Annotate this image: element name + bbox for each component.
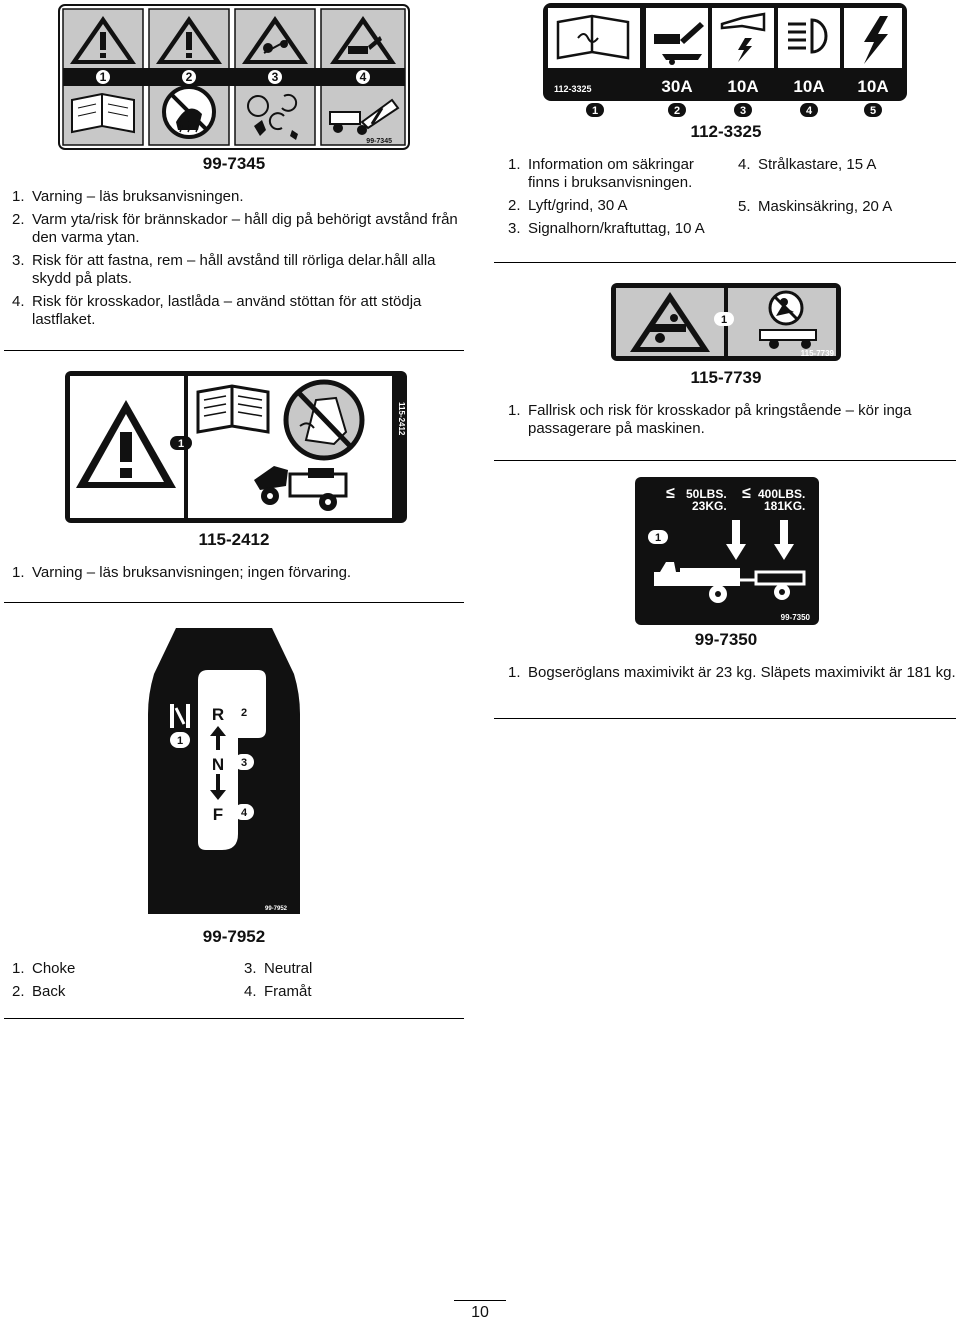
decal-99-7345 [58,4,410,150]
list-item: 3. Neutral [244,960,313,977]
list-item: 1. Bogseröglans maximivikt är 23 kg. Släpets maximivikt är 181 kg. [508,664,956,681]
callout-2: 2 [673,105,681,117]
limit-label: 23KG. [692,499,727,513]
decal-title: 99-7952 [202,927,266,946]
callout-1: 1 [99,70,107,84]
divider [494,460,956,461]
list-item: 1. Choke [12,960,76,977]
item-list [500,402,956,443]
list-item: 1. Varning – läs bruksanvisningen; ingen förvaring. [12,564,352,581]
no-storage-icon [286,382,362,458]
divider [4,602,464,603]
page-number: 10 [471,1304,489,1321]
limit-label: 400LBS. [758,487,806,501]
callout-3: 3 [739,105,747,117]
decal-code: 99-7952 [264,906,288,912]
callout-1: 1 [720,314,728,326]
item-list [500,664,956,687]
callout-5: 5 [869,105,877,117]
divider [4,350,464,351]
callout-4: 4 [805,105,813,117]
manual-book-icon [72,94,134,132]
decal-99-7350 [634,476,820,626]
decal-title: 99-7345 [202,154,266,173]
list-item: 5. Maskinsäkring, 20 A [738,198,893,215]
divider [494,718,956,719]
gear-label-forward: F [212,805,224,824]
decal-title: 99-7350 [694,630,758,649]
list-item: 3. Risk för att fastna, rem – håll avstånd till rörliga delar.håll alla skydd på plats. [12,252,436,287]
decal-code: 112-3325 [554,84,592,94]
list-item: 1. Information om säkringar finns i bruksanvisningen. [508,156,694,191]
item-list [236,960,460,1006]
hot-surface-prohibited-icon [164,87,214,137]
list-item: 3. Signalhorn/kraftuttag, 10 A [508,220,705,237]
less-equal-icon: ≤ [742,485,751,502]
callout-4: 4 [240,807,248,819]
callout-2: 2 [240,707,248,719]
item-list [4,960,228,1006]
list-item: 4. Strålkastare, 15 A [738,156,877,173]
fuse-rating: 10A [857,77,889,96]
limit-label: 181KG. [764,499,806,513]
decal-99-7952 [146,624,302,918]
decal-115-2412 [64,370,408,524]
list-item: 2. Back [12,983,66,1000]
decal-112-3325 [542,2,908,124]
gear-label-neutral: N [211,755,225,774]
callout-3: 3 [240,757,248,769]
decal-title: 115-2412 [198,530,270,549]
list-item: 4. Framåt [244,983,312,1000]
callout-4: 4 [359,70,367,84]
list-item: 1. Fallrisk och risk för krosskador på kringstående – kör inga passagerare på maskinen. [508,402,912,437]
decal-code: 115-7739 [800,349,834,358]
callout-1: 1 [591,105,599,117]
list-item: 2. Varm yta/risk för brännskador – håll dig på behörigt avstånd från den varma ytan. [12,211,458,246]
callout-1: 1 [176,735,184,747]
item-list [4,564,464,587]
manual-book-icon [558,16,628,58]
less-equal-icon: ≤ [666,485,675,502]
list-item: 2. Lyft/grind, 30 A [508,197,628,214]
gear-label-reverse: R [211,705,225,724]
item-list [500,156,722,243]
decal-code: 115-2412 [397,402,406,436]
callout-1: 1 [654,532,662,544]
divider [494,262,956,263]
divider [4,1018,464,1019]
decal-code: 99-7345 [366,138,392,145]
decal-code: 99-7350 [780,613,810,622]
fuse-rating: 10A [793,77,825,96]
manual-book-icon [198,386,268,432]
callout-2: 2 [185,70,193,84]
decal-115-7739 [610,282,842,362]
callout-3: 3 [271,70,279,84]
decal-title: 112-3325 [690,122,762,141]
fuse-rating: 30A [661,77,693,96]
decal-title: 115-7739 [690,368,762,387]
fuse-rating: 10A [727,77,759,96]
limit-label: 50LBS. [686,487,727,501]
list-item: 1. Varning – läs bruksanvisningen. [12,188,244,205]
item-list [4,188,464,334]
item-list [730,156,956,221]
list-item: 4. Risk för krosskador, lastlåda – använd stöttan för att stödja lastflaket. [12,293,422,328]
page-number-rule [454,1300,506,1301]
callout-1: 1 [177,438,185,450]
